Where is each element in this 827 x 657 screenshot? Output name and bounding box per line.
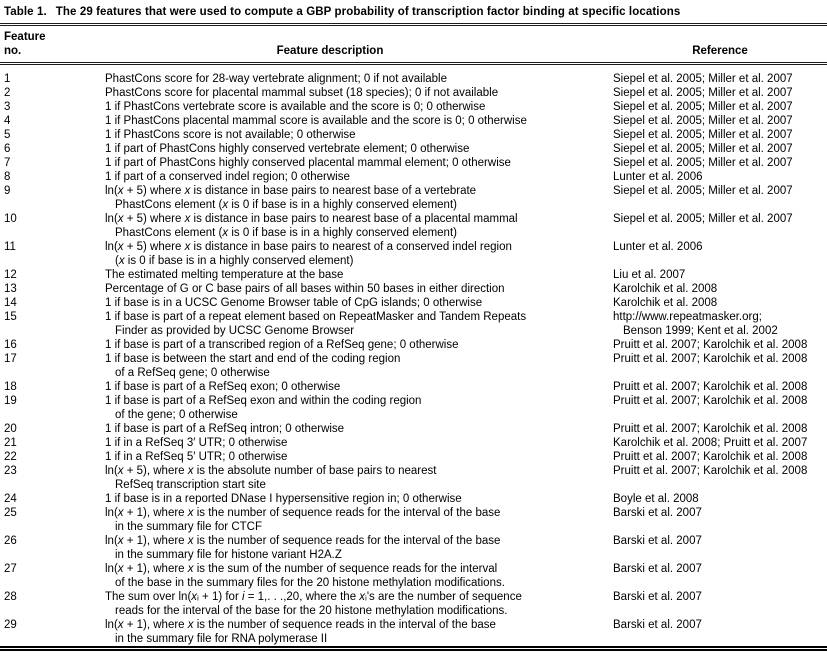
feature-reference-line: Pruitt et al. 2007; Karolchik et al. 2008 — [613, 423, 808, 435]
feature-reference-line: Karolchik et al. 2008 — [613, 297, 718, 309]
table-row — [0, 282, 827, 296]
feature-number: 11 — [4, 241, 16, 253]
feature-reference-line: Barski et al. 2007 — [613, 535, 702, 547]
table-row — [0, 590, 827, 618]
table-row — [0, 114, 827, 128]
feature-number: 12 — [4, 269, 17, 281]
column-header-feature-no: Feature no. — [4, 31, 46, 57]
rule-table-bottom — [0, 646, 827, 651]
feature-description-line: in the summary file for CTCF — [115, 521, 262, 533]
feature-reference-line: Barski et al. 2007 — [613, 591, 702, 603]
feature-number: 19 — [4, 395, 17, 407]
feature-description — [105, 296, 555, 310]
table-row — [0, 464, 827, 492]
feature-description-line: 1 if in a RefSeq 3′ UTR; 0 otherwise — [105, 437, 288, 449]
feature-description-line: 1 if base is in a UCSC Genome Browser table of CpG islands; 0 otherwise — [105, 297, 483, 309]
feature-description-line: Percentage of G or C base pairs of all bases within 50 bases in either direction — [105, 283, 505, 295]
feature-description-line: Finder as provided by UCSC Genome Browser — [115, 325, 355, 337]
feature-reference-line: Barski et al. 2007 — [613, 507, 702, 519]
feature-description-line: of a RefSeq gene; 0 otherwise — [115, 367, 270, 379]
feature-reference-line: Barski et al. 2007 — [613, 563, 702, 575]
feature-reference-line: Siepel et al. 2005; Miller et al. 2007 — [613, 213, 793, 225]
feature-reference-line: Barski et al. 2007 — [613, 619, 702, 631]
feature-description-line: The sum over ln(xᵢ + 1) for i = 1,. . .,20, where the xᵢ's are the number of sequence — [105, 591, 522, 603]
feature-description — [105, 72, 555, 86]
table-row — [0, 380, 827, 394]
table-row — [0, 268, 827, 282]
feature-number: 5 — [4, 129, 11, 141]
feature-number: 6 — [4, 143, 11, 155]
feature-number: 24 — [4, 493, 17, 505]
feature-description-line: in the summary file for RNA polymerase II — [115, 633, 328, 645]
table-body — [0, 65, 827, 646]
feature-description-line: PhastCons element (x is 0 if base is in a highly conserved element) — [115, 227, 457, 239]
feature-reference — [555, 100, 827, 114]
feature-description-line: RefSeq transcription start site — [115, 479, 266, 491]
feature-reference — [555, 240, 827, 254]
feature-number: 4 — [4, 115, 11, 127]
feature-description-line: 1 if in a RefSeq 5′ UTR; 0 otherwise — [105, 451, 288, 463]
feature-description-line: 1 if part of PhastCons highly conserved placental mammal element; 0 otherwise — [105, 157, 511, 169]
feature-description — [105, 394, 555, 422]
feature-reference — [555, 352, 827, 366]
feature-reference-line: http://www.repeatmasker.org; — [613, 311, 762, 323]
feature-description — [105, 86, 555, 100]
feature-reference-line: Lunter et al. 2006 — [613, 241, 703, 253]
feature-description-line: ln(x + 5) where x is distance in base pairs to nearest base of a placental mammal — [105, 213, 518, 225]
feature-description-line: (x is 0 if base is in a highly conserved element) — [115, 255, 354, 267]
feature-reference — [555, 86, 827, 100]
table-row — [0, 142, 827, 156]
feature-number: 8 — [4, 171, 11, 183]
feature-reference-line: Karolchik et al. 2008 — [613, 283, 718, 295]
feature-description-line: ln(x + 1), where x is the sum of the number of sequence reads for the interval — [105, 563, 498, 575]
table-row — [0, 128, 827, 142]
feature-number: 27 — [4, 563, 17, 575]
feature-reference — [555, 422, 827, 436]
feature-description-line: 1 if PhastCons vertebrate score is available and the score is 0; 0 otherwise — [105, 101, 486, 113]
feature-number: 14 — [4, 297, 17, 309]
feature-description — [105, 310, 555, 338]
feature-description-line: ln(x + 1), where x is the number of sequence reads for the interval of the base — [105, 507, 501, 519]
feature-number: 1 — [4, 73, 11, 85]
feature-reference-line: Pruitt et al. 2007; Karolchik et al. 2008 — [613, 451, 808, 463]
table-row — [0, 296, 827, 310]
table-row — [0, 450, 827, 464]
feature-reference-line: Siepel et al. 2005; Miller et al. 2007 — [613, 129, 793, 141]
feature-reference — [555, 156, 827, 170]
feature-reference-line: Pruitt et al. 2007; Karolchik et al. 2008 — [613, 395, 808, 407]
feature-reference-line: Lunter et al. 2006 — [613, 171, 703, 183]
feature-number: 13 — [4, 283, 17, 295]
feature-number: 23 — [4, 465, 17, 477]
table-row — [0, 352, 827, 380]
feature-description — [105, 142, 555, 156]
feature-description-line: of the gene; 0 otherwise — [115, 409, 238, 421]
feature-reference — [555, 72, 827, 86]
column-header-reference: Reference — [692, 45, 748, 57]
feature-reference-line: Pruitt et al. 2007; Karolchik et al. 2008 — [613, 353, 808, 365]
feature-number: 22 — [4, 451, 17, 463]
feature-reference — [555, 268, 827, 282]
table-header-row — [0, 26, 827, 62]
feature-reference-line: Boyle et al. 2008 — [613, 493, 699, 505]
table-row — [0, 394, 827, 422]
feature-reference-line: Siepel et al. 2005; Miller et al. 2007 — [613, 143, 793, 155]
table-row — [0, 534, 827, 562]
feature-reference — [555, 590, 827, 604]
feature-number: 18 — [4, 381, 17, 393]
feature-description-line: 1 if part of PhastCons highly conserved vertebrate element; 0 otherwise — [105, 143, 470, 155]
table-caption — [0, 0, 827, 23]
feature-reference — [555, 464, 827, 478]
feature-reference-line: Pruitt et al. 2007; Karolchik et al. 2008 — [613, 381, 808, 393]
feature-description — [105, 506, 555, 534]
feature-description — [105, 268, 555, 282]
feature-reference — [555, 506, 827, 520]
feature-description-line: ln(x + 5) where x is distance in base pairs to nearest base of a vertebrate — [105, 185, 477, 197]
feature-description — [105, 534, 555, 562]
feature-description-line: 1 if base is part of a RefSeq intron; 0 otherwise — [105, 423, 345, 435]
feature-description — [105, 100, 555, 114]
feature-reference — [555, 212, 827, 226]
feature-description-line: ln(x + 5) where x is distance in base pairs to nearest of a conserved indel region — [105, 241, 512, 253]
table-row — [0, 618, 827, 646]
feature-reference — [555, 296, 827, 310]
feature-description — [105, 464, 555, 492]
table-row — [0, 310, 827, 338]
feature-description-line: 1 if part of a conserved indel region; 0 otherwise — [105, 171, 350, 183]
feature-description-line: of the base in the summary files for the 20 histone methylation modifications. — [115, 577, 505, 589]
feature-reference-line: Pruitt et al. 2007; Karolchik et al. 2008 — [613, 339, 808, 351]
feature-number: 28 — [4, 591, 17, 603]
feature-description-line: 1 if base is between the start and end of the coding region — [105, 353, 401, 365]
feature-reference — [555, 142, 827, 156]
feature-number: 10 — [4, 213, 17, 225]
feature-number: 17 — [4, 353, 17, 365]
feature-number: 16 — [4, 339, 17, 351]
feature-reference — [555, 338, 827, 352]
feature-reference — [555, 184, 827, 198]
table-row — [0, 240, 827, 268]
feature-number: 29 — [4, 619, 17, 631]
feature-description — [105, 212, 555, 240]
table-row — [0, 212, 827, 240]
feature-description-line: PhastCons score for placental mammal subset (18 species); 0 if not available — [105, 87, 499, 99]
feature-number: 26 — [4, 535, 17, 547]
feature-reference — [555, 436, 827, 450]
feature-description — [105, 240, 555, 268]
feature-reference-line: Siepel et al. 2005; Miller et al. 2007 — [613, 115, 793, 127]
table-row — [0, 492, 827, 506]
feature-description-line: 1 if PhastCons placental mammal score is available and the score is 0; 0 otherwise — [105, 115, 527, 127]
feature-description-line: reads for the interval of the base for the 20 histone methylation modifications. — [115, 605, 508, 617]
feature-reference — [555, 380, 827, 394]
feature-description-line: in the summary file for histone variant H2A.Z — [115, 549, 342, 561]
feature-description — [105, 184, 555, 212]
feature-reference-line: Liu et al. 2007 — [613, 269, 686, 281]
feature-description — [105, 352, 555, 380]
table-row — [0, 436, 827, 450]
table-row — [0, 184, 827, 212]
table-row — [0, 506, 827, 534]
feature-reference — [555, 170, 827, 184]
table-row — [0, 338, 827, 352]
feature-description-line: PhastCons score for 28-way vertebrate alignment; 0 if not available — [105, 73, 447, 85]
feature-description-line: PhastCons element (x is 0 if base is in a highly conserved element) — [115, 199, 457, 211]
feature-description — [105, 282, 555, 296]
feature-description — [105, 436, 555, 450]
table-row — [0, 72, 827, 86]
feature-reference — [555, 394, 827, 408]
feature-reference — [555, 534, 827, 548]
feature-description-line: 1 if base is part of a RefSeq exon; 0 otherwise — [105, 381, 341, 393]
table-row — [0, 86, 827, 100]
feature-description — [105, 170, 555, 184]
feature-description-line: 1 if base is part of a transcribed region of a RefSeq gene; 0 otherwise — [105, 339, 459, 351]
feature-description-line: The estimated melting temperature at the base — [105, 269, 344, 281]
table-caption-text: The 29 features that were used to compute a GBP probability of transcription factor binding at specific locations — [55, 6, 681, 18]
feature-description-line: 1 if base is part of a RefSeq exon and within the coding region — [105, 395, 422, 407]
feature-description — [105, 492, 555, 506]
feature-description-line: 1 if PhastCons score is not available; 0 otherwise — [105, 129, 356, 141]
feature-number: 21 — [4, 437, 17, 449]
feature-reference-line: Karolchik et al. 2008; Pruitt et al. 2007 — [613, 437, 808, 449]
feature-description — [105, 562, 555, 590]
feature-description-line: ln(x + 1), where x is the number of sequence reads in the interval of the base — [105, 619, 496, 631]
feature-description — [105, 114, 555, 128]
feature-reference — [555, 310, 827, 338]
feature-reference-line: Benson 1999; Kent et al. 2002 — [623, 325, 778, 337]
feature-number: 15 — [4, 311, 17, 323]
feature-description — [105, 590, 555, 618]
table-row — [0, 100, 827, 114]
feature-description — [105, 450, 555, 464]
table-row — [0, 170, 827, 184]
feature-number: 20 — [4, 423, 17, 435]
feature-reference-line: Siepel et al. 2005; Miller et al. 2007 — [613, 185, 793, 197]
feature-description — [105, 156, 555, 170]
feature-number: 9 — [4, 185, 11, 197]
feature-reference-line: Pruitt et al. 2007; Karolchik et al. 2008 — [613, 465, 808, 477]
feature-description-line: ln(x + 1), where x is the number of sequence reads for the interval of the base — [105, 535, 501, 547]
feature-description — [105, 128, 555, 142]
feature-number: 3 — [4, 101, 11, 113]
table-caption-label: Table 1. — [4, 6, 47, 18]
feature-number: 2 — [4, 87, 11, 99]
table-row — [0, 422, 827, 436]
table-row — [0, 562, 827, 590]
feature-description — [105, 380, 555, 394]
feature-description-line: 1 if base is in a reported DNase I hypersensitive region in; 0 otherwise — [105, 493, 462, 505]
feature-reference — [555, 618, 827, 632]
feature-reference — [555, 450, 827, 464]
feature-reference — [555, 562, 827, 576]
feature-reference-line: Siepel et al. 2005; Miller et al. 2007 — [613, 87, 793, 99]
feature-number: 7 — [4, 157, 11, 169]
feature-description-line: 1 if base is part of a repeat element based on RepeatMasker and Tandem Repeats — [105, 311, 527, 323]
feature-reference-line: Siepel et al. 2005; Miller et al. 2007 — [613, 157, 793, 169]
column-header-feature-description: Feature description — [276, 45, 384, 57]
feature-reference — [555, 114, 827, 128]
feature-number: 25 — [4, 507, 17, 519]
feature-description — [105, 338, 555, 352]
feature-reference-line: Siepel et al. 2005; Miller et al. 2007 — [613, 101, 793, 113]
feature-description — [105, 422, 555, 436]
feature-description-line: ln(x + 5), where x is the absolute number of base pairs to nearest — [105, 465, 437, 477]
feature-reference — [555, 128, 827, 142]
feature-description — [105, 618, 555, 646]
feature-reference — [555, 492, 827, 506]
feature-reference — [555, 282, 827, 296]
table-row — [0, 156, 827, 170]
feature-reference-line: Siepel et al. 2005; Miller et al. 2007 — [613, 73, 793, 85]
